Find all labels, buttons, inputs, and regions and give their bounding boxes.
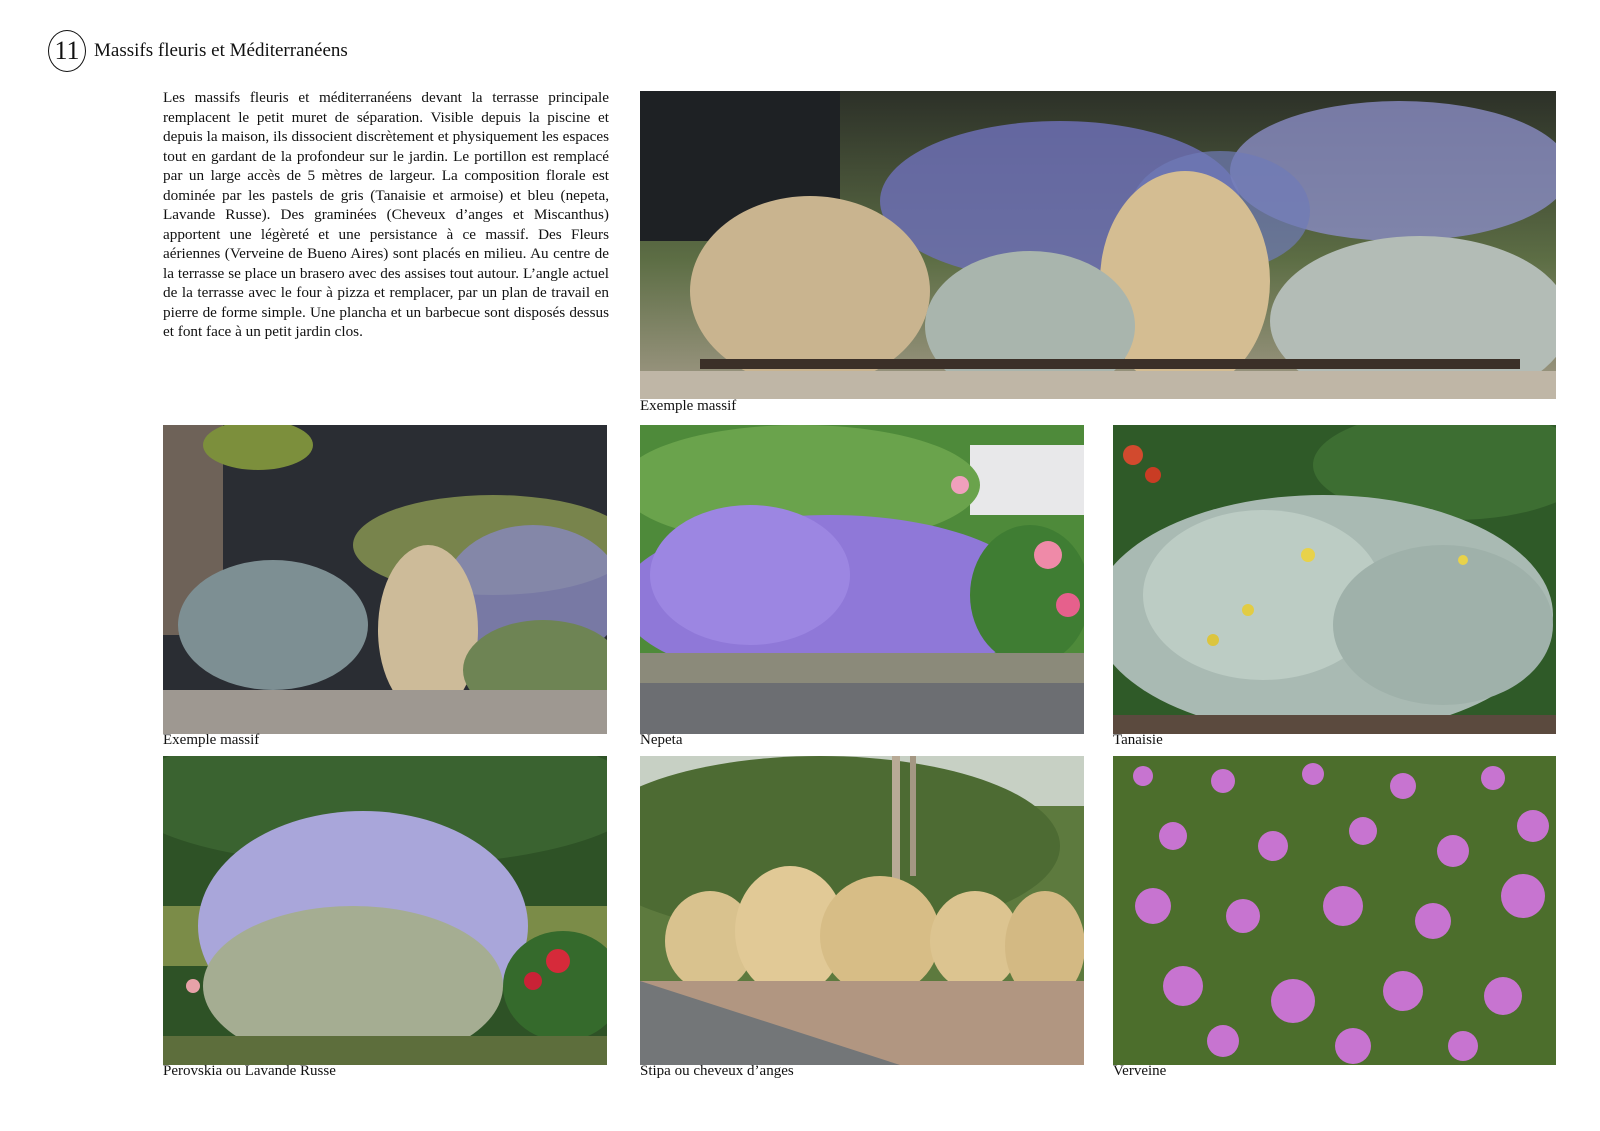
caption-stipa: Stipa ou cheveux d’anges (640, 1063, 794, 1079)
photo-perovskia (163, 756, 607, 1065)
caption-tanaisie: Tanaisie (1113, 732, 1163, 748)
photo-massif-wide-image (640, 91, 1556, 399)
photo-nepeta-image (640, 425, 1084, 734)
photo-perovskia-image (163, 756, 607, 1065)
page-number: 11 (54, 36, 80, 65)
caption-massif: Exemple massif (163, 732, 260, 748)
caption-perovskia: Perovskia ou Lavande Russe (163, 1063, 336, 1079)
page-number-badge (48, 30, 86, 72)
photo-massif (163, 425, 607, 734)
page-title: Massifs fleuris et Méditerranéens (94, 40, 348, 61)
caption-massif-wide: Exemple massif (640, 398, 737, 414)
photo-tanaisie (1113, 425, 1556, 734)
photo-massif-image (163, 425, 607, 734)
photo-stipa (640, 756, 1084, 1065)
caption-nepeta: Nepeta (640, 732, 683, 748)
photo-stipa-image (640, 756, 1084, 1065)
photo-verveine (1113, 756, 1556, 1065)
photo-verveine-image (1113, 756, 1556, 1065)
intro-paragraph: Les massifs fleuris et méditerranéens devant la terrasse principale remplacent le petit muret de séparation. Visible depuis la piscine et depuis la maison, ils dissocient discrètement et physiquement les espaces tout en gardant de la profondeur sur le jardin. Le portillon est remplacé par un large accès de 5 mètres de largeur. La composition florale est dominée par les pastels de gris (Tanaisie et armoise) et bleu (nepeta, Lavande Russe). Des graminées (Cheveux d’anges et Miscanthus) apportent une légèreté et une persistance à ce massif. Des Fleurs aériennes (Verveine de Bueno Aires) sont placés en milieu. Au centre de la terrasse se place un brasero avec des assises tout autour. L’angle actuel de la terrasse avec le four à pizza et remplacer, par un plan de travail en pierre de forme simple. Une plancha et un barbecue sont disposés dessus et font face à un petit jardin clos. (163, 89, 609, 340)
photo-tanaisie-image (1113, 425, 1556, 734)
photo-massif-wide (640, 91, 1556, 399)
photo-nepeta (640, 425, 1084, 734)
caption-verveine: Verveine (1113, 1063, 1167, 1079)
